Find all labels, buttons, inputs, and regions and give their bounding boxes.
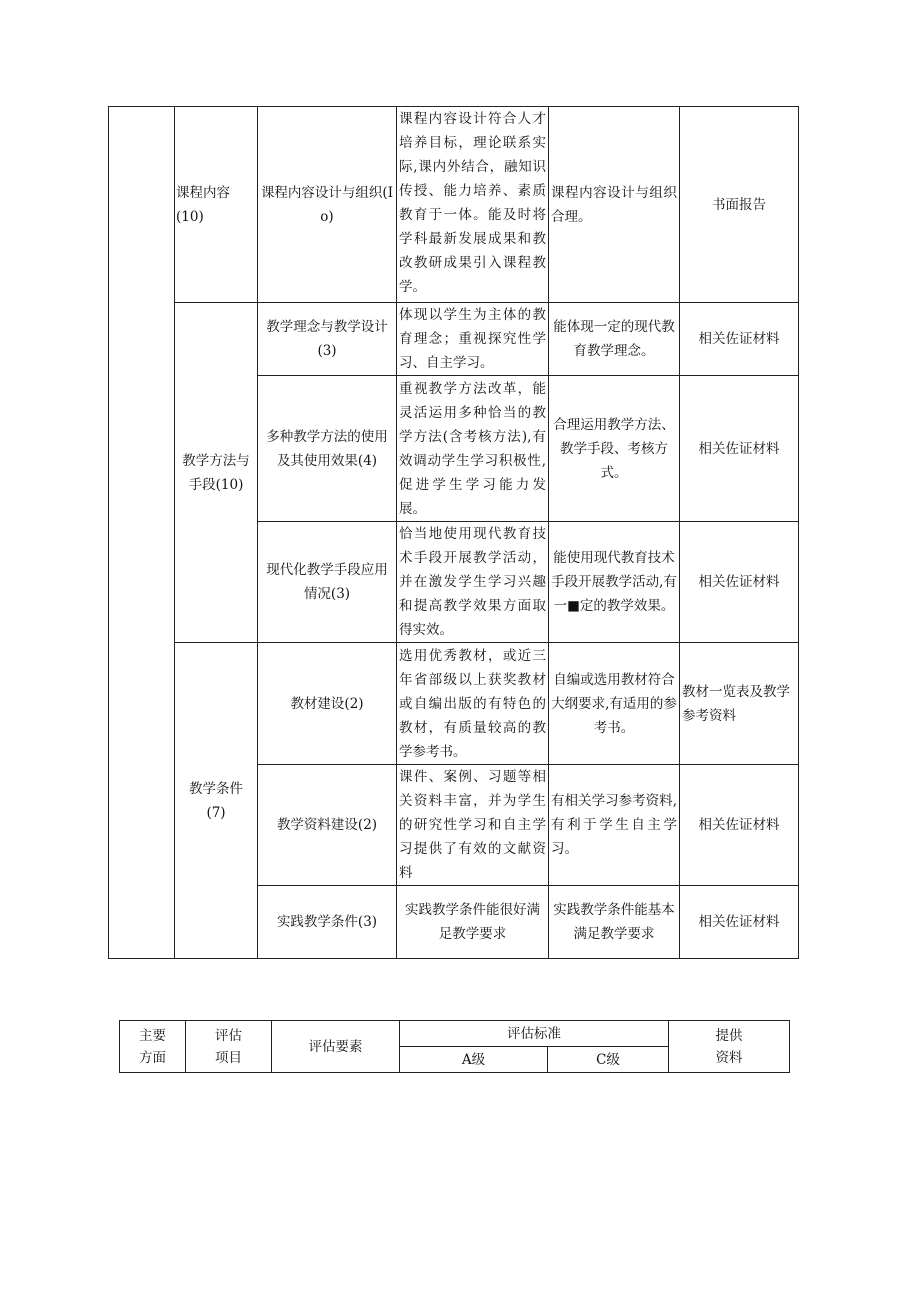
table-row (109, 643, 799, 765)
c-level-criteria: 有相关学习参考资料,有利于学生自主学习。 (549, 765, 680, 886)
materials: 相关佐证材料 (680, 765, 799, 886)
blank-main-aspect-cell (109, 107, 175, 959)
header-main-aspect (120, 1021, 186, 1073)
item-course-content-design: 课程内容设计与组织(Io) (258, 107, 397, 303)
c-level-criteria: 能体现一定的现代教育教学理念。 (549, 303, 680, 376)
a-level-criteria: 实践教学条件能很好满足教学要求 (397, 886, 549, 959)
header-eval-item-line1: 评估 (215, 1027, 242, 1044)
evaluation-table (108, 106, 799, 959)
item-modern-teaching-tools: 现代化教学手段应用情况(3) (258, 522, 397, 643)
header-main-aspect-line2: 方面 (139, 1049, 166, 1066)
header-eval-elements: 评估要素 (272, 1021, 400, 1073)
materials: 书面报告 (680, 107, 799, 303)
header-eval-standard: 评估标准 (400, 1021, 669, 1047)
a-level-criteria: 选用优秀教材，或近三年省部级以上获奖教材或自编出版的有特色的教材，有质量较高的教学参考书。 (397, 643, 549, 765)
item-textbook-construction: 教材建设(2) (258, 643, 397, 765)
header-a-level: A级 (400, 1047, 548, 1073)
a-level-criteria: 体现以学生为主体的教育理念；重视探究性学习、自主学习。 (397, 303, 549, 376)
area-course-content: 课程内容 (10) (175, 107, 258, 303)
table-row (109, 303, 799, 376)
header-table (119, 1020, 790, 1073)
materials: 相关佐证材料 (680, 376, 799, 522)
header-materials-line2: 资料 (715, 1049, 743, 1066)
c-level-criteria: 课程内容设计与组织合理。 (549, 107, 680, 303)
item-teaching-philosophy: 教学理念与教学设计(3) (258, 303, 397, 376)
materials: 相关佐证材料 (680, 522, 799, 643)
a-level-criteria: 课件、案例、习题等相关资料丰富，并为学生的研究性学习和自主学习提供了有效的文献资料 (397, 765, 549, 886)
header-materials-line1: 提供 (715, 1027, 743, 1044)
materials: 教材一览表及教学参考资料 (680, 643, 799, 765)
table-row (109, 107, 799, 303)
area-teaching-methods: 教学方法与 手段(10) (175, 303, 258, 643)
item-teaching-methods-use: 多种教学方法的使用及其使用效果(4) (258, 376, 397, 522)
header-materials (669, 1021, 790, 1073)
header-main-aspect-line1: 主要 (139, 1027, 166, 1044)
c-level-criteria: 合理运用教学方法、教学手段、考核方式。 (549, 376, 680, 522)
a-level-criteria: 课程内容设计符合人才培养目标，理论联系实际,课内外结合，融知识传授、能力培养、素质教育于一体。能及时将学科最新发展成果和教改教研成果引入课程教学。 (397, 107, 549, 303)
header-row (120, 1021, 790, 1047)
c-level-criteria: 实践教学条件能基本满足教学要求 (549, 886, 680, 959)
item-practical-teaching-conditions: 实践教学条件(3) (258, 886, 397, 959)
c-level-criteria: 能使用现代教育技术手段开展教学活动,有一■定的教学效果。 (549, 522, 680, 643)
a-level-criteria: 恰当地使用现代教育技术手段开展教学活动，并在激发学生学习兴趣和提高教学效果方面取得实效。 (397, 522, 549, 643)
c-level-criteria: 自编或选用教材符合大纲要求,有适用的参考书。 (549, 643, 680, 765)
header-eval-item-line2: 项目 (215, 1049, 242, 1066)
header-eval-item (186, 1021, 272, 1073)
materials: 相关佐证材料 (680, 303, 799, 376)
a-level-criteria: 重视教学方法改革，能灵活运用多种恰当的教学方法(含考核方法),有效调动学生学习积极性,促进学生学习能力发展。 (397, 376, 549, 522)
item-teaching-materials-construction: 教学资料建设(2) (258, 765, 397, 886)
area-teaching-conditions: 教学条件 (7) (175, 643, 258, 959)
materials: 相关佐证材料 (680, 886, 799, 959)
header-c-level: C级 (548, 1047, 669, 1073)
